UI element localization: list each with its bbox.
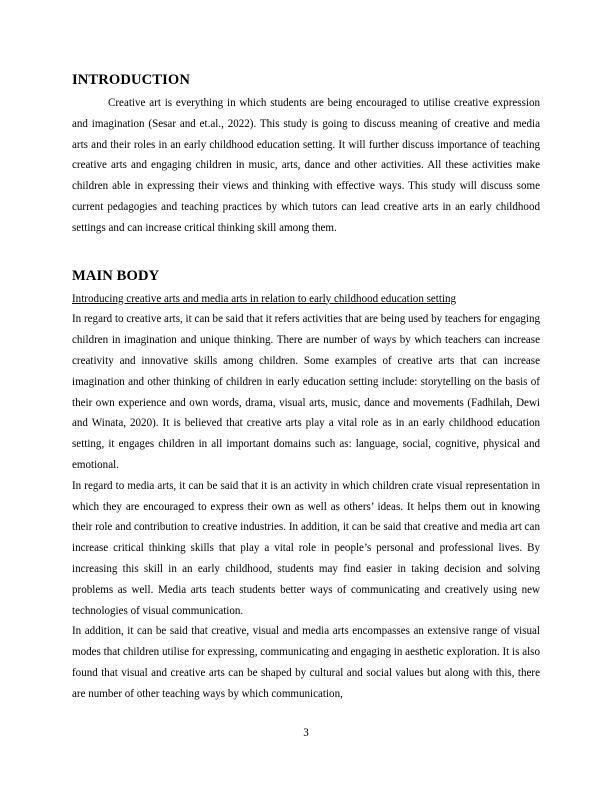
page-content [72,70,540,705]
introduction-paragraph: Creative art is everything in which students are being encouraged to utilise creative expression and imagination (Sesar and et.al., 2022). This study is going to discuss meaning of creative and media arts and their roles in an early childhood education setting. It will further discuss importance of teaching creative arts and engaging children in music, arts, dance and other activities. All these activities make children able in expressing their views and thinking with effective ways. This study will discuss some current pedagogies and teaching practices by which tutors can lead creative arts in an early childhood settings and can increase critical thinking skill among them. [72,97,540,234]
introduction-heading: INTRODUCTION [72,72,190,88]
main-body-paragraph-media-arts: In regard to media arts, it can be said that it is an activity in which children crate visual representation in which they are encouraged to express their own as well as others’ ideas. It helps them out in knowing their role and contribution to creative industries. In addition, it can be said that creative and media art can increase critical thinking skills that play a vital role in people’s personal and professional lives. By increasing this skill in an early childhood, students may find easier in taking decision and solving problems as well. Media arts teach students better ways of communicating and creatively using new technologies of visual communication. [72,479,540,617]
main-body-heading: MAIN BODY [72,267,160,284]
page-number: 3 [303,727,309,739]
main-body-paragraph-visual-arts: In addition, it can be said that creative, visual and media arts encompasses an extensive range of visual modes that children utilise for expressing, communicating and engaging in aesthetic exploration. It is also found that visual and creative arts can be shaped by cultural and social values but along with this, there are number of other teaching ways by which communication, [72,625,540,700]
main-body-paragraph-creative-arts: In regard to creative arts, it can be said that it refers activities that are being used by teachers for engaging children in imagination and unique thinking. There are number of ways by which teachers can increase creativity and innovative skills among children. Some examples of creative arts that can increase imagination and other thinking of children in early education setting include: storytelling on the basis of their own experience and own words, drama, visual arts, music, dance and movements (Fadhilah, Dewi and Winata, 2020). It is believed that creative arts play a vital role as in an early childhood education setting, it engages children in all important domains such as: language, social, cognitive, physical and emotional. [72,313,540,471]
main-body-subheading: Introducing creative arts and media arts in relation to early childhood education setting [72,292,457,305]
